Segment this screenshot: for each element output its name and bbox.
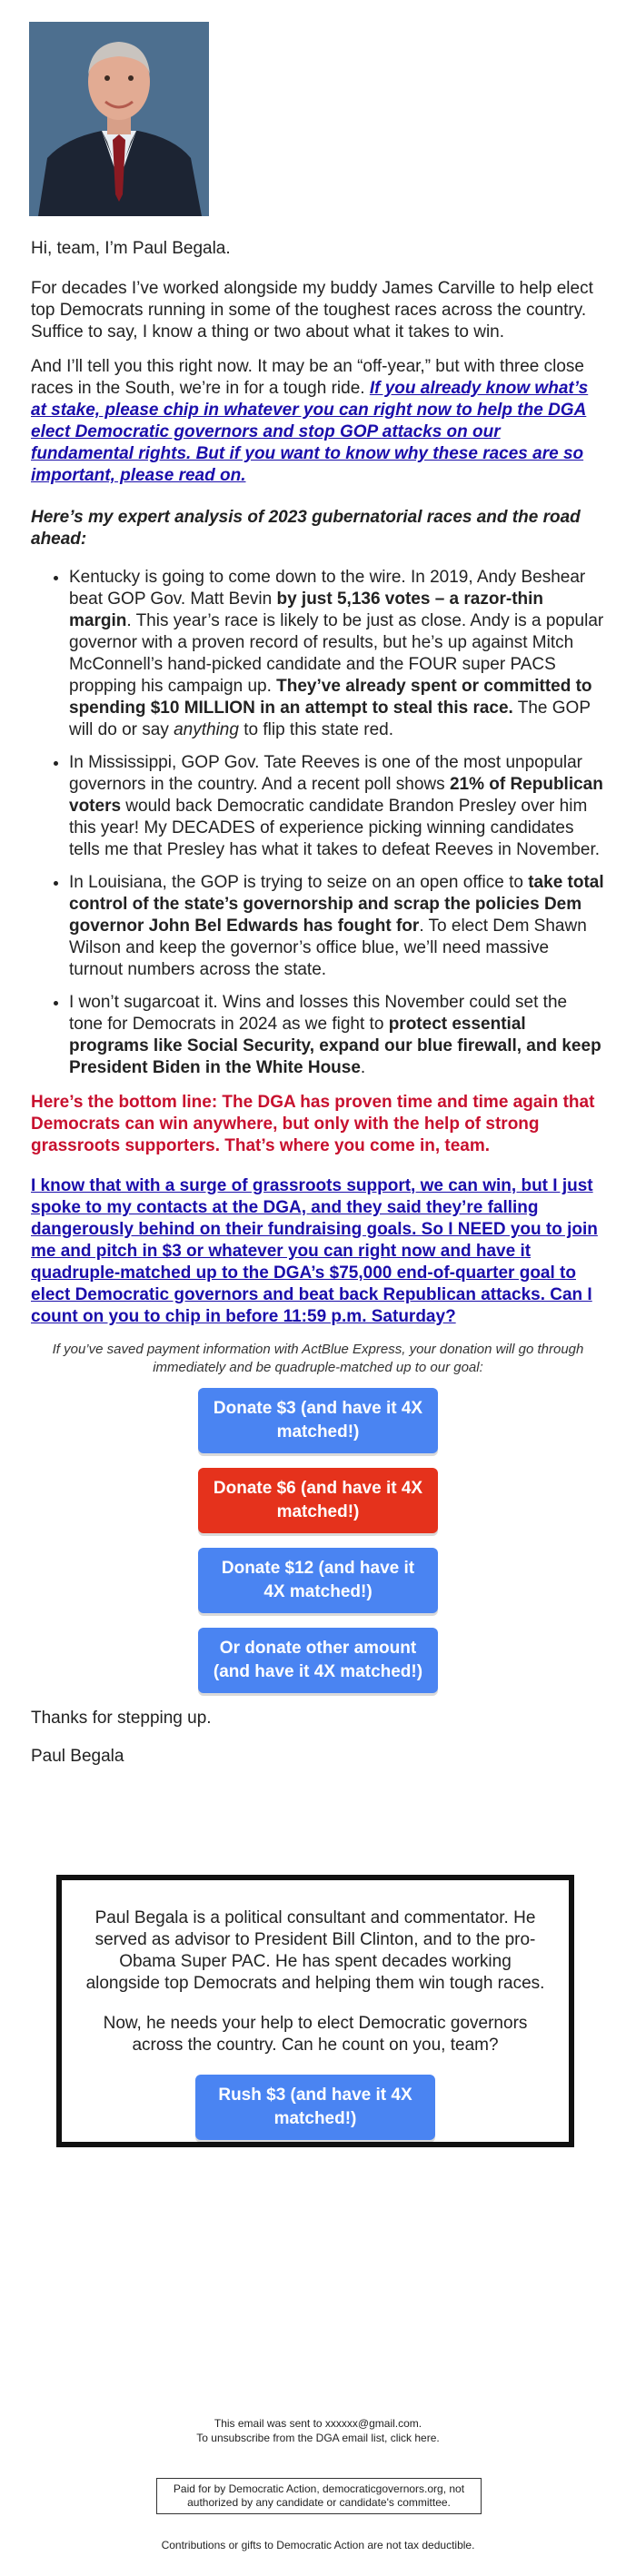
- louisiana-text-2: . To elect Dem Shawn Wilson and keep the governor’s office blue, we’ll need massive turnout numbers across the state.: [69, 916, 587, 979]
- intro-paragraph: For decades I’ve worked alongside my buddy James Carville to help elect top Democrats running in some of the toughest races across the country. Suffice to say, I know a thing or two about what it takes to win.: [31, 279, 593, 342]
- list-item-louisiana: [69, 872, 605, 981]
- louisiana-strong: take total control of the state’s governorship and scrap the policies Dem governor John Bel Edwards has fought for: [69, 873, 604, 936]
- email-body: [31, 238, 605, 1780]
- mississippi-text-2: would back Democratic candidate Brandon Presley over him this year! My DECADES of experience picking winning candidates tells me that Presley has what it takes to defeat Reeves in November.: [69, 797, 601, 859]
- bio-box: [56, 1875, 574, 2147]
- paid-for-box: Paid for by Democratic Action, democraticgovernors.org, not authorized by any candidate or candidate's committee.: [156, 2478, 482, 2514]
- author-photo: [29, 22, 209, 216]
- cta-donate-link[interactable]: I know that with a surge of grassroots support, we can win, but I just spoke to my contacts at the DGA, and they said they’re falling dangerously behind on their fundraising goals. So I NEED you to join me and pitch in $3 or whatever you can right now and have it quadruple-matched up to the DGA’s $75,000 end-of-quarter goal to elect Democratic governors and beat back Republican attacks. Can I count on you to chip in before 11:59 p.m. Saturday?: [31, 1176, 598, 1326]
- tax-disclaimer: Contributions or gifts to Democratic Action are not tax deductible.: [161, 2539, 475, 2551]
- outlook-strong: protect essential programs like Social Security, expand our blue firewall, and keep President Biden in the White House: [69, 1015, 601, 1077]
- analysis-heading: Here’s my expert analysis of 2023 gubernatorial races and the road ahead:: [31, 508, 581, 549]
- donate-6-button[interactable]: Donate $6 (and have it 4X matched!): [198, 1468, 438, 1533]
- donate-inline-link[interactable]: If you already know what’s at stake, please chip in whatever you can right now to help the DGA elect Democratic governors and stop GOP attacks on our fundamental rights. But if you want to know why these races are so important, please read on.: [31, 379, 589, 485]
- kentucky-text-3: The GOP will do or say: [69, 698, 591, 739]
- unsubscribe-link[interactable]: To unsubscribe from the DGA email list, click here.: [196, 2432, 440, 2444]
- footer-recipient: [0, 2416, 636, 2445]
- kentucky-text-4: to flip this state red.: [238, 720, 393, 739]
- analysis-list: [31, 567, 605, 1079]
- bottom-line: Here’s the bottom line: The DGA has proven time and time again that Democrats can win anywhere, but only with the help of strong grassroots supporters. That’s where you come in, team.: [31, 1093, 595, 1155]
- stakes-paragraph: [31, 356, 605, 487]
- kentucky-text-2: . This year’s race is likely to be just as close. Andy is a popular governor with a proven record of results, but he’s up against Mitch McConnell’s hand-picked candidate and the FOUR super PACS propping his campaign up.: [69, 611, 604, 696]
- cta-paragraph: [31, 1175, 605, 1328]
- louisiana-text-1: In Louisiana, the GOP is trying to seize on an open office to: [69, 873, 529, 892]
- donate-3-button[interactable]: Donate $3 (and have it 4X matched!): [198, 1388, 438, 1453]
- bio-ask: Now, he needs your help to elect Democratic governors across the country. Can he count on you, team?: [103, 2014, 528, 2055]
- list-item-2024-outlook: [69, 992, 605, 1079]
- donate-12-button[interactable]: Donate $12 (and have it 4X matched!): [198, 1548, 438, 1613]
- outlook-text-2: .: [360, 1058, 366, 1077]
- sent-to-line: This email was sent to xxxxxx@gmail.com.: [214, 2417, 422, 2430]
- list-item-kentucky: [69, 567, 605, 741]
- mississippi-text-1: In Mississippi, GOP Gov. Tate Reeves is one of the most unpopular governors in the country. And a recent poll shows: [69, 753, 582, 794]
- rush-3-button[interactable]: Rush $3 (and have it 4X matched!): [195, 2075, 435, 2140]
- greeting: Hi, team, I’m Paul Begala.: [31, 239, 231, 258]
- donate-other-button[interactable]: Or donate other amount (and have it 4X matched!): [198, 1628, 438, 1693]
- kentucky-strong-2: They’ve already spent or committed to spending $10 MILLION in an attempt to steal this race.: [69, 677, 592, 718]
- kentucky-text-1: Kentucky is going to come down to the wire. In 2019, Andy Beshear beat GOP Gov. Matt Bevin: [69, 568, 586, 609]
- list-item-mississippi: [69, 752, 605, 861]
- kentucky-strong-1: by just 5,136 votes – a razor-thin margin: [69, 590, 544, 630]
- outlook-text-1: I won’t sugarcoat it. Wins and losses this November could set the tone for Democrats in 2024 as we fight to: [69, 993, 568, 1034]
- actblue-express-note: If you’ve saved payment information with ActBlue Express, your donation will go through immediately and be quadruple-matched up to our goal:: [52, 1342, 584, 1375]
- bio-paragraph: Paul Begala is a political consultant and commentator. He served as advisor to President Bill Clinton, and to the pro-Obama Super PAC. He has spent decades working alongside top Democrats and helping them win tough races.: [85, 1908, 545, 1993]
- mississippi-strong: 21% of Republican voters: [69, 775, 603, 816]
- kentucky-emphasis: anything: [174, 720, 239, 739]
- portrait-image: [29, 22, 209, 216]
- thanks-line: Thanks for stepping up.: [31, 1709, 212, 1728]
- stakes-text: And I’ll tell you this right now. It may be an “off-year,” but with three close races in the South, we’re in for a tough ride.: [31, 357, 585, 398]
- signature: Paul Begala: [31, 1747, 124, 1766]
